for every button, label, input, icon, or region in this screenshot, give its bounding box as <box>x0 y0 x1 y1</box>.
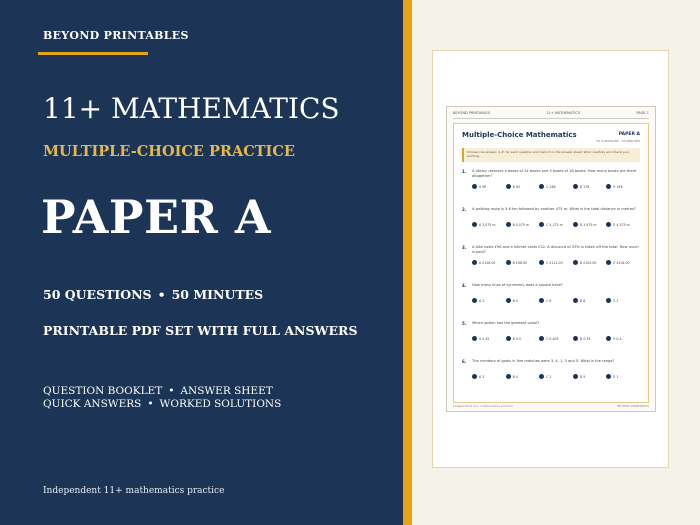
answer-options <box>472 260 640 265</box>
answer-option <box>539 298 573 303</box>
answer-options <box>472 184 640 189</box>
worksheet-body <box>453 123 649 403</box>
answer-option <box>472 298 506 303</box>
question-item <box>462 359 640 389</box>
option-label: E 1 <box>613 298 619 303</box>
contents-item: ANSWER SHEET <box>180 385 273 397</box>
answer-option <box>573 184 607 189</box>
option-label: B 4 <box>512 374 518 379</box>
pdf-description: PRINTABLE PDF SET WITH FULL ANSWERS <box>43 323 358 338</box>
answer-option <box>472 260 506 265</box>
option-bubble-icon <box>606 184 611 189</box>
worksheet-header-brand: BEYOND PRINTABLES <box>453 111 490 115</box>
option-bubble-icon <box>573 336 578 341</box>
question-number: 5. <box>462 321 467 326</box>
option-label: D 5 <box>579 374 586 379</box>
worksheet-header <box>453 111 649 119</box>
option-label: A 3,075 m <box>479 222 496 227</box>
worksheet-instructions: Choose one answer, A–E, for each question and mark it on the answer sheet. Work carefully and check your working. <box>462 148 640 162</box>
page-title: 11+ MATHEMATICS <box>43 92 340 125</box>
option-bubble-icon <box>573 374 578 379</box>
answer-option <box>539 184 573 189</box>
option-bubble-icon <box>539 298 544 303</box>
option-label: B 90 <box>512 184 520 189</box>
answer-options <box>472 336 640 341</box>
page-subtitle: MULTIPLE-CHOICE PRACTICE <box>43 143 295 160</box>
question-number: 6. <box>462 359 467 364</box>
question-number: 4. <box>462 283 467 288</box>
option-label: C 186 <box>546 184 556 189</box>
question-number: 2. <box>462 207 467 212</box>
question-text: How many lines of symmetry does a square have? <box>472 283 563 287</box>
option-label: A 0.45 <box>479 336 490 341</box>
question-text: The numbers of goals in five matches were 3, 4, 1, 3 and 5. What is the range? <box>472 359 615 363</box>
option-label: D 0.39 <box>579 336 591 341</box>
worksheet-footer <box>453 404 649 408</box>
answer-option <box>506 298 540 303</box>
worksheet-preview <box>446 106 656 412</box>
option-bubble-icon <box>606 260 611 265</box>
option-bubble-icon <box>472 298 477 303</box>
contents-row-2 <box>43 398 281 410</box>
option-label: E 1 <box>613 374 619 379</box>
option-label: E 4,575 m <box>613 222 630 227</box>
question-text: A bike costs £96 and a helmet costs £32. A discount of 25% is taken off the total. How much is paid? <box>472 245 639 254</box>
paper-label: PAPER A <box>41 190 272 244</box>
answer-option <box>606 222 640 227</box>
footer-text: Independent 11+ mathematics practice <box>43 486 225 496</box>
answer-option <box>472 336 506 341</box>
accent-stripe <box>403 0 412 525</box>
option-label: B 0.5 <box>512 336 521 341</box>
option-label: C 4,175 m <box>546 222 563 227</box>
answer-option <box>573 222 607 227</box>
option-label: D 176 <box>579 184 590 189</box>
option-bubble-icon <box>506 260 511 265</box>
option-label: A 3 <box>479 374 485 379</box>
option-bubble-icon <box>472 336 477 341</box>
answer-option <box>539 222 573 227</box>
option-bubble-icon <box>606 336 611 341</box>
option-label: E 0.4 <box>613 336 622 341</box>
option-bubble-icon <box>539 374 544 379</box>
stats-line <box>43 287 263 302</box>
option-label: D £100.00 <box>579 260 597 265</box>
worksheet-title: Multiple-Choice Mathematics <box>462 131 577 139</box>
option-bubble-icon <box>506 336 511 341</box>
contents-item: QUICK ANSWERS <box>43 398 142 410</box>
option-label: A 2 <box>479 298 485 303</box>
option-bubble-icon <box>573 222 578 227</box>
contents-item: QUESTION BOOKLET <box>43 385 163 397</box>
answer-option <box>506 260 540 265</box>
contents-row-1 <box>43 385 273 397</box>
brand-name: BEYOND PRINTABLES <box>43 29 189 42</box>
answer-option <box>506 184 540 189</box>
minutes-count: 50 MINUTES <box>171 287 264 302</box>
answer-option <box>606 336 640 341</box>
answer-option <box>573 374 607 379</box>
answer-option <box>573 260 607 265</box>
option-bubble-icon <box>573 184 578 189</box>
option-bubble-icon <box>573 298 578 303</box>
question-text: A walking route is 3.6 km followed by another 475 m. What is the total distance in metres? <box>472 207 636 211</box>
option-bubble-icon <box>472 222 477 227</box>
option-label: E £104.00 <box>613 260 630 265</box>
option-label: C 2 <box>546 374 552 379</box>
option-bubble-icon <box>472 260 477 265</box>
worksheet-footer-right: BEYOND PRINTABLES <box>617 404 649 408</box>
answer-option <box>472 222 506 227</box>
option-bubble-icon <box>506 374 511 379</box>
option-bubble-icon <box>606 298 611 303</box>
question-text: A library receives 4 boxes of 24 books and 5 boxes of 18 books. How many books are there altogether? <box>472 169 637 178</box>
brand-underline <box>38 52 148 55</box>
answer-option <box>506 222 540 227</box>
option-bubble-icon <box>606 374 611 379</box>
answer-options <box>472 222 640 227</box>
worksheet-header-subject: 11+ MATHEMATICS <box>546 111 581 115</box>
question-item <box>462 207 640 237</box>
option-label: A £128.00 <box>479 260 496 265</box>
answer-option <box>472 184 506 189</box>
worksheet-header-page: PAGE 1 <box>636 111 649 115</box>
answer-option <box>573 298 607 303</box>
answer-option <box>539 260 573 265</box>
option-label: C 6 <box>546 298 552 303</box>
option-label: A 96 <box>479 184 487 189</box>
option-label: B 4,075 m <box>512 222 530 227</box>
option-bubble-icon <box>573 260 578 265</box>
question-item <box>462 283 640 313</box>
option-bubble-icon <box>539 260 544 265</box>
question-item <box>462 245 640 275</box>
option-label: C 0.405 <box>546 336 559 341</box>
questions-count: 50 QUESTIONS <box>43 287 152 302</box>
option-bubble-icon <box>539 336 544 341</box>
option-label: D 3,975 m <box>579 222 597 227</box>
question-item <box>462 321 640 351</box>
option-bubble-icon <box>472 184 477 189</box>
worksheet-footer-left: Independent 11+ mathematics practice <box>453 404 514 408</box>
answer-option <box>606 184 640 189</box>
answer-option <box>506 336 540 341</box>
option-label: B 4 <box>512 298 518 303</box>
question-number: 1. <box>462 169 467 174</box>
option-label: E 196 <box>613 184 623 189</box>
answer-option <box>606 298 640 303</box>
answer-option <box>539 336 573 341</box>
option-bubble-icon <box>506 222 511 227</box>
option-bubble-icon <box>506 184 511 189</box>
option-bubble-icon <box>539 184 544 189</box>
option-bubble-icon <box>606 222 611 227</box>
answer-option <box>606 260 640 265</box>
answer-option <box>573 336 607 341</box>
option-label: D 8 <box>579 298 586 303</box>
worksheet-paper: PAPER A <box>618 132 640 137</box>
answer-option <box>506 374 540 379</box>
answer-options <box>472 298 640 303</box>
answer-options <box>472 374 640 379</box>
bullet-separator: • <box>157 287 166 302</box>
question-number: 3. <box>462 245 467 250</box>
option-label: B £96.00 <box>512 260 527 265</box>
answer-option <box>539 374 573 379</box>
contents-item: WORKED SOLUTIONS <box>159 398 282 410</box>
answer-option <box>606 374 640 379</box>
option-bubble-icon <box>472 374 477 379</box>
question-item <box>462 169 640 199</box>
option-bubble-icon <box>539 222 544 227</box>
worksheet-meta: 50 QUESTIONS · 50 MINUTES <box>596 139 640 143</box>
question-text: Which option has the greatest value? <box>472 321 540 325</box>
option-bubble-icon <box>506 298 511 303</box>
answer-option <box>472 374 506 379</box>
option-label: C £112.00 <box>546 260 563 265</box>
bullet-separator: • <box>168 385 175 397</box>
bullet-separator: • <box>147 398 154 410</box>
